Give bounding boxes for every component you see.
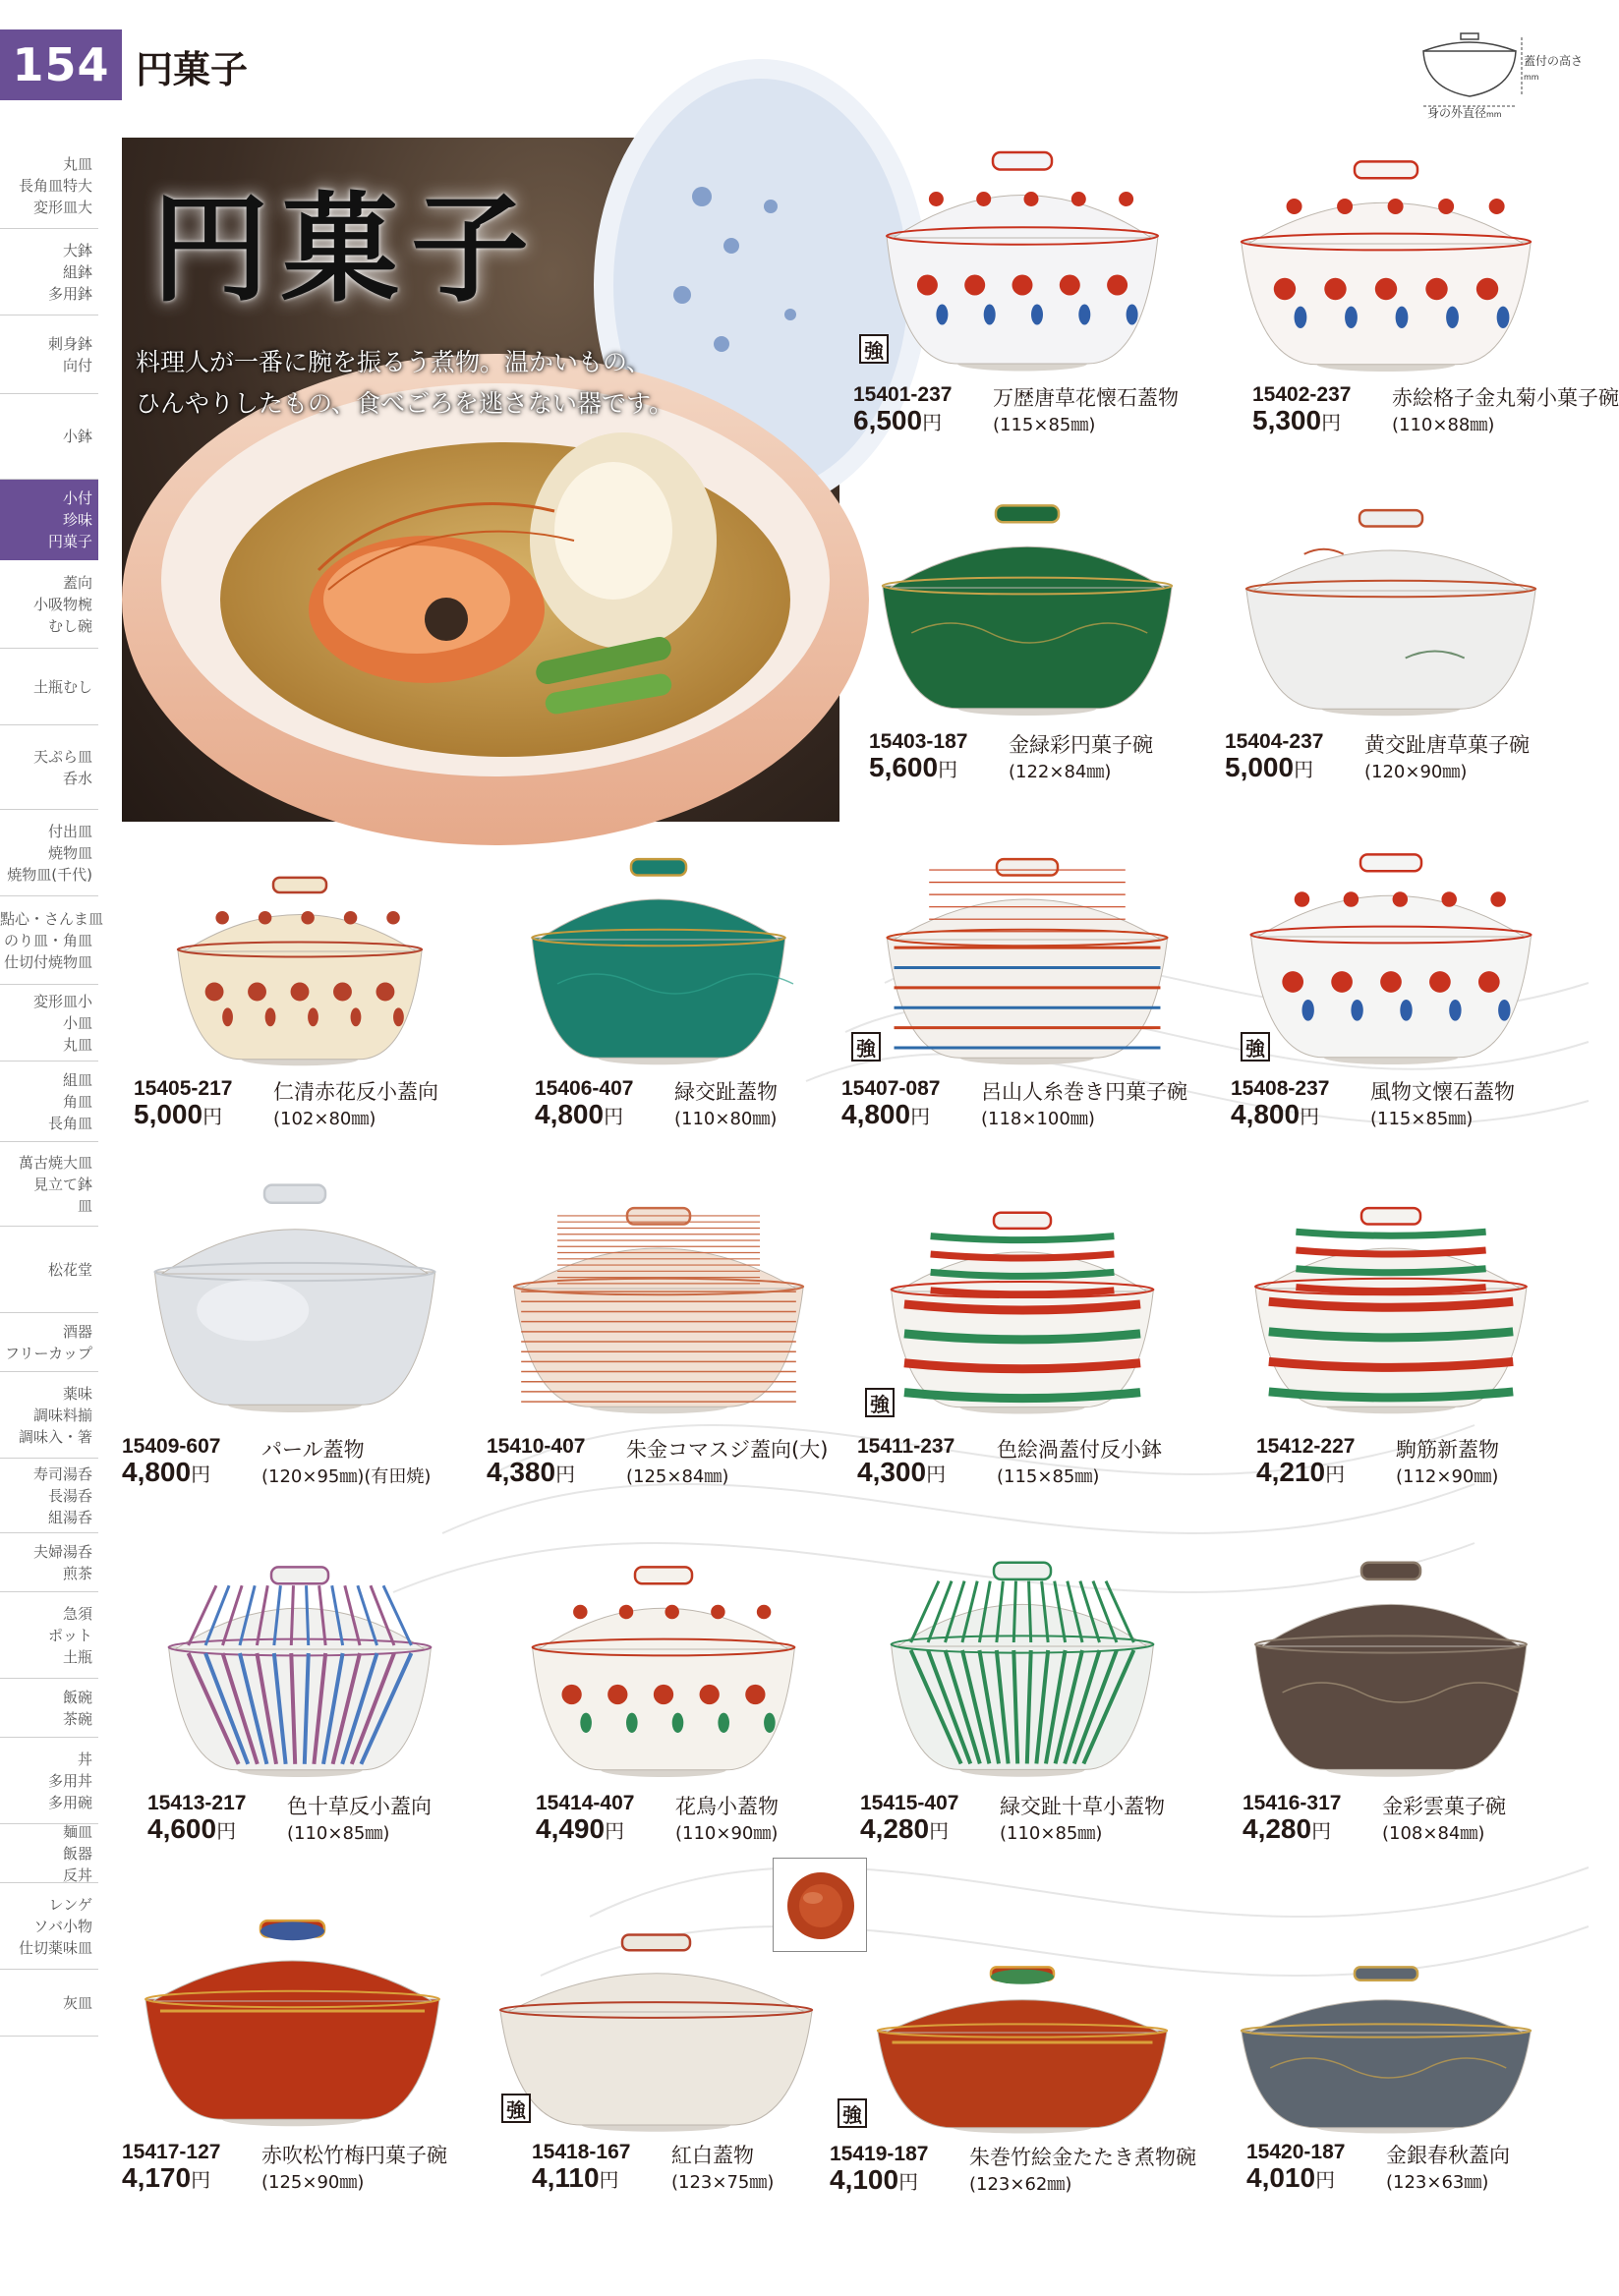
product-code: 15413-217	[147, 1792, 247, 1814]
yen-unit: 円	[1315, 2168, 1336, 2192]
product-name: 黄交趾唐草菓子碗	[1364, 733, 1530, 757]
product-price-value: 4,490	[536, 1813, 606, 1844]
product-price	[860, 1813, 949, 1845]
product-code: 15418-167	[532, 2141, 631, 2163]
product-price-value: 4,210	[1256, 1457, 1326, 1487]
sidebar-item-7[interactable]	[0, 725, 98, 810]
sidebar-item-label: 飯碗	[62, 1688, 92, 1706]
hero-image	[122, 138, 839, 822]
product-bowl-image	[501, 1194, 816, 1425]
product-size: (115×85㎜)	[997, 1466, 1100, 1487]
sidebar-item-10[interactable]	[0, 985, 98, 1062]
product-code: 15408-237	[1231, 1077, 1330, 1100]
sidebar-item-label: 小付	[62, 488, 92, 507]
product-size: (112×90㎜)	[1396, 1466, 1499, 1487]
sidebar-item-label: 點心・さんま皿	[0, 909, 104, 928]
product-price-value: 5,600	[869, 752, 939, 782]
product-name: 風物文懐石蓋物	[1370, 1080, 1515, 1104]
sidebar-item-label: 煎茶	[62, 1564, 92, 1582]
product-name: 金緑彩円菓子碗	[1009, 733, 1153, 757]
product-bowl-image	[875, 845, 1180, 1076]
product-price-value: 4,600	[147, 1813, 217, 1844]
sidebar-item-label: 長湯呑	[47, 1486, 92, 1505]
strong-badge: 強	[851, 1032, 881, 1062]
sidebar-item-label: 皿	[77, 1196, 92, 1215]
sidebar-item-label: 付出皿	[47, 822, 92, 840]
product-code: 15410-407	[487, 1435, 586, 1458]
sidebar-item-12[interactable]	[0, 1142, 98, 1227]
sidebar-item-label: 反丼	[62, 1866, 92, 1884]
product-bowl-image	[1239, 840, 1543, 1076]
sidebar-item-label: 小吸物椀	[32, 595, 92, 613]
product-bowl-image	[521, 845, 796, 1076]
product-bowl-image	[521, 1553, 806, 1789]
product-bowl-image	[143, 1170, 447, 1425]
product-price-value: 4,800	[841, 1099, 911, 1129]
product-code: 15407-087	[841, 1077, 941, 1100]
sidebar-item-label: 酒器	[62, 1322, 92, 1341]
sidebar-item-label: 夫婦湯呑	[32, 1542, 92, 1561]
sidebar-item-9[interactable]	[0, 896, 104, 985]
sidebar-item-label: 茶碗	[62, 1709, 92, 1728]
product-size: (110×88㎜)	[1392, 415, 1495, 435]
sidebar-item-label: 組湯呑	[47, 1508, 92, 1526]
product-name: 金銀春秋蓋向	[1386, 2144, 1510, 2167]
product-price	[841, 1099, 930, 1130]
product-price-value: 4,010	[1246, 2162, 1316, 2193]
hero-title: 円菓子	[151, 180, 541, 318]
product-size: (125×90㎜)	[261, 2172, 365, 2193]
product-price	[147, 1813, 236, 1845]
product-price	[869, 752, 957, 783]
product-price	[1231, 1099, 1319, 1130]
product-bowl-image	[167, 865, 433, 1076]
yen-unit: 円	[1321, 411, 1342, 434]
yen-unit: 円	[599, 2168, 619, 2192]
product-size: (123×63㎜)	[1386, 2172, 1489, 2193]
product-code: 15412-227	[1256, 1435, 1356, 1458]
product-price-value: 4,800	[1231, 1099, 1301, 1129]
product-price	[1252, 405, 1341, 436]
product-bowl-image	[880, 1548, 1165, 1789]
product-price-value: 4,280	[860, 1813, 930, 1844]
sidebar-item-3[interactable]	[0, 394, 98, 480]
yen-unit: 円	[191, 2168, 211, 2192]
product-price	[857, 1457, 946, 1488]
product-code: 15409-607	[122, 1435, 221, 1458]
sidebar-item-label: 薬味	[62, 1384, 92, 1403]
product-name: 仁清赤花反小蓋向	[273, 1080, 438, 1104]
strong-badge: 強	[838, 2098, 867, 2128]
sidebar-item-label: 調味入・箸	[18, 1427, 92, 1446]
sidebar-item-label: ソバ小物	[33, 1917, 92, 1935]
product-size: (115×85㎜)	[993, 415, 1096, 435]
sidebar-item-8[interactable]	[0, 810, 98, 896]
product-bowl-image	[1229, 147, 1543, 383]
yen-unit: 円	[1300, 1105, 1320, 1128]
yen-unit: 円	[1325, 1463, 1346, 1486]
sidebar-item-label: 円菓子	[47, 532, 92, 550]
product-size: (115×85㎜)	[1370, 1109, 1474, 1129]
yen-unit: 円	[555, 1463, 576, 1486]
yen-unit: 円	[926, 1463, 947, 1486]
sidebar-item-label: 角皿	[62, 1092, 92, 1111]
sidebar-item-label: 小皿	[62, 1013, 92, 1032]
sidebar-item-22[interactable]	[0, 1883, 98, 1970]
sidebar-item-1[interactable]	[0, 229, 98, 316]
page-number: 154	[0, 29, 122, 100]
sidebar-item-label: 長角皿	[47, 1114, 92, 1132]
product-price-value: 4,800	[535, 1099, 605, 1129]
product-bowl-image	[1229, 1956, 1543, 2143]
sidebar-item-label: 丼	[77, 1750, 92, 1768]
sidebar-item-18[interactable]	[0, 1592, 98, 1679]
strong-badge: 強	[1241, 1032, 1270, 1062]
sidebar-item-label: 多用丼	[47, 1771, 92, 1790]
product-code: 15415-407	[860, 1792, 959, 1814]
product-price-value: 4,800	[122, 1457, 192, 1487]
sidebar-item-label: 向付	[62, 356, 92, 374]
product-bowl-image	[487, 1922, 826, 2143]
sidebar-item-label: 仕切付焼物皿	[3, 952, 92, 971]
product-price	[536, 1813, 624, 1845]
page-title: 円菓子	[136, 48, 249, 91]
sidebar-item-23[interactable]	[0, 1970, 98, 2037]
product-price	[122, 2162, 210, 2194]
product-size: (110×90㎜)	[675, 1823, 779, 1844]
product-price-value: 6,500	[853, 405, 923, 435]
sidebar-item-label: 天ぷら皿	[32, 747, 92, 766]
sidebar-item-label: 変形皿小	[32, 992, 92, 1010]
product-bowl-image	[1243, 1194, 1538, 1425]
sidebar-item-label: 大鉢	[62, 241, 92, 259]
sidebar-item-label: 麺皿	[62, 1822, 92, 1841]
product-name: 花鳥小蓋物	[675, 1795, 779, 1818]
product-price	[535, 1099, 623, 1130]
product-name: 呂山人糸巻き円菓子碗	[981, 1080, 1187, 1104]
product-name: 色十草反小蓋向	[287, 1795, 432, 1818]
yen-unit: 円	[938, 758, 958, 781]
sidebar-item-label: 飯器	[62, 1844, 92, 1863]
sidebar-item-label: 土瓶むし	[32, 677, 92, 696]
product-size: (110×85㎜)	[1000, 1823, 1103, 1844]
product-name: 朱金コマスジ蓋向(大)	[626, 1438, 829, 1462]
product-bowl-image	[875, 138, 1170, 383]
product-price	[487, 1457, 575, 1488]
sidebar-item-16[interactable]	[0, 1459, 98, 1533]
product-code: 15405-217	[134, 1077, 233, 1100]
product-size: (102×80㎜)	[273, 1109, 376, 1129]
sidebar-item-label: 蓋向	[62, 573, 92, 592]
sidebar-item-label: 小鉢	[62, 428, 92, 445]
dimension-height-label: 蓋付の高さmm	[1524, 54, 1584, 82]
sidebar-item-label: 焼物皿(千代)	[7, 865, 92, 884]
yen-unit: 円	[898, 2170, 919, 2194]
strong-badge: 強	[501, 2094, 531, 2123]
sidebar-item-label: 萬古焼大皿	[18, 1153, 92, 1172]
sidebar-item-13[interactable]	[0, 1227, 98, 1313]
product-name: 朱巻竹絵金たたき煮物碗	[969, 2146, 1196, 2169]
sidebar-item-label: 珍味	[62, 510, 92, 529]
product-code: 15406-407	[535, 1077, 634, 1100]
hero-description: 料理人が一番に腕を振るう煮物。温かいもの、 ひんやりしたもの、食べごろを逃さない器です。	[136, 348, 674, 418]
product-name: 紅白蓋物	[671, 2144, 754, 2167]
product-size: (123×62㎜)	[969, 2174, 1072, 2195]
product-price	[830, 2164, 918, 2196]
sidebar-item-label: 丸皿	[62, 1035, 92, 1054]
sidebar-item-label: 見立て鉢	[32, 1175, 92, 1193]
sidebar-item-21[interactable]	[0, 1824, 98, 1883]
product-code: 15417-127	[122, 2141, 221, 2163]
sidebar-item-label: 長角皿特大	[18, 176, 92, 195]
sidebar-item-label: 寿司湯呑	[32, 1464, 92, 1483]
product-code: 15419-187	[830, 2143, 929, 2165]
product-price-value: 4,380	[487, 1457, 556, 1487]
product-bowl-image	[870, 491, 1185, 727]
product-code: 15420-187	[1246, 2141, 1346, 2163]
sidebar-item-label: 急須	[62, 1604, 92, 1623]
product-price	[122, 1457, 210, 1488]
yen-unit: 円	[191, 1463, 211, 1486]
product-code: 15414-407	[536, 1792, 635, 1814]
product-size: (123×75㎜)	[671, 2172, 775, 2193]
dimension-width-label: 身の外直径mm	[1427, 106, 1502, 120]
sidebar-item-label: 仕切薬味皿	[18, 1938, 92, 1957]
product-code: 15403-187	[869, 730, 968, 753]
yen-unit: 円	[202, 1105, 223, 1128]
product-price-value: 5,300	[1252, 405, 1322, 435]
yen-unit: 円	[1311, 1819, 1332, 1843]
sidebar-item-2[interactable]	[0, 316, 98, 394]
product-name: 万歴唐草花懐石蓋物	[993, 386, 1179, 410]
product-code: 15404-237	[1225, 730, 1324, 753]
product-name: 駒筋新蓋物	[1396, 1438, 1499, 1462]
product-price	[532, 2162, 619, 2194]
sidebar-item-20[interactable]	[0, 1738, 98, 1824]
category-sidebar	[0, 143, 104, 2037]
product-price-value: 5,000	[1225, 752, 1295, 782]
product-code: 15402-237	[1252, 383, 1352, 406]
product-name: 色絵渦蓋付反小鉢	[997, 1438, 1162, 1462]
sidebar-item-label: のり皿・角皿	[3, 931, 92, 949]
yen-unit: 円	[922, 411, 943, 434]
product-size: (118×100㎜)	[981, 1109, 1095, 1129]
product-bowl-image	[1243, 1548, 1538, 1789]
sidebar-item-19[interactable]	[0, 1679, 98, 1738]
product-bowl-image	[880, 1199, 1165, 1425]
sidebar-item-6[interactable]	[0, 649, 98, 725]
sidebar-item-label: 松花堂	[47, 1260, 92, 1279]
sidebar-item-4[interactable]	[0, 480, 98, 560]
sidebar-item-label: フリーカップ	[5, 1344, 92, 1362]
sidebar-item-label: レンゲ	[48, 1895, 92, 1914]
sidebar-item-label: 土瓶	[62, 1647, 92, 1666]
product-size: (120×90㎜)	[1364, 762, 1468, 782]
sidebar-item-11[interactable]	[0, 1062, 98, 1142]
yen-unit: 円	[604, 1105, 624, 1128]
product-size: (122×84㎜)	[1009, 762, 1112, 782]
sidebar-item-label: 灰皿	[62, 1993, 92, 2012]
inset-bowl-photo	[773, 1858, 867, 1952]
sidebar-item-label: 多用碗	[47, 1793, 92, 1811]
sidebar-item-14[interactable]	[0, 1313, 98, 1372]
product-price	[134, 1099, 222, 1130]
product-price-value: 4,300	[857, 1457, 927, 1487]
sidebar-item-5[interactable]	[0, 560, 98, 649]
sidebar-item-label: ポット	[47, 1626, 92, 1644]
sidebar-item-0[interactable]	[0, 143, 98, 229]
product-size: (110×80㎜)	[674, 1109, 778, 1129]
sidebar-item-label: 変形皿大	[32, 198, 92, 216]
product-code: 15416-317	[1243, 1792, 1342, 1814]
product-size: (125×84㎜)	[626, 1466, 729, 1487]
sidebar-item-label: 刺身鉢	[47, 334, 92, 353]
product-price-value: 4,110	[532, 2162, 600, 2193]
product-price	[1243, 1813, 1331, 1845]
sidebar-item-label: 組皿	[62, 1070, 92, 1089]
product-price-value: 4,100	[830, 2164, 899, 2195]
product-bowl-image	[157, 1553, 442, 1789]
product-code: 15411-237	[857, 1435, 955, 1458]
sidebar-item-label: 呑水	[62, 769, 92, 787]
yen-unit: 円	[929, 1819, 950, 1843]
product-price-value: 5,000	[134, 1099, 203, 1129]
sidebar-item-label: 焼物皿	[47, 843, 92, 862]
sidebar-item-15[interactable]	[0, 1372, 98, 1459]
product-price	[1225, 752, 1313, 783]
product-size: (110×85㎜)	[287, 1823, 390, 1844]
product-code: 15401-237	[853, 383, 953, 406]
product-name: 赤吹松竹梅円菓子碗	[261, 2144, 447, 2167]
product-price	[1246, 2162, 1335, 2194]
product-size: (108×84㎜)	[1382, 1823, 1485, 1844]
yen-unit: 円	[216, 1819, 237, 1843]
product-bowl-image	[133, 1907, 452, 2138]
product-price	[853, 405, 942, 436]
sidebar-item-label: 調味料揃	[32, 1406, 92, 1424]
yen-unit: 円	[1294, 758, 1314, 781]
yen-unit: 円	[605, 1819, 625, 1843]
sidebar-item-17[interactable]	[0, 1533, 98, 1592]
product-name: 緑交趾十草小蓋物	[1000, 1795, 1165, 1818]
yen-unit: 円	[910, 1105, 931, 1128]
product-name: 赤絵格子金丸菊小菓子碗	[1392, 386, 1619, 410]
sidebar-item-label: 組鉢	[62, 262, 92, 281]
product-name: 緑交趾蓋物	[674, 1080, 778, 1104]
product-price-value: 4,170	[122, 2162, 192, 2193]
product-name: 金彩雲菓子碗	[1382, 1795, 1506, 1818]
strong-badge: 強	[859, 334, 889, 364]
strong-badge: 強	[865, 1388, 895, 1417]
sidebar-item-label: 多用鉢	[47, 284, 92, 303]
product-price	[1256, 1457, 1345, 1488]
product-price-value: 4,280	[1243, 1813, 1312, 1844]
sidebar-item-label: 丸皿	[62, 154, 92, 173]
product-size: (120×95㎜)(有田焼)	[261, 1466, 432, 1487]
product-bowl-image	[865, 1956, 1180, 2143]
product-name: パール蓋物	[261, 1438, 365, 1462]
sidebar-item-label: むし碗	[47, 616, 92, 635]
product-bowl-image	[1234, 496, 1548, 727]
